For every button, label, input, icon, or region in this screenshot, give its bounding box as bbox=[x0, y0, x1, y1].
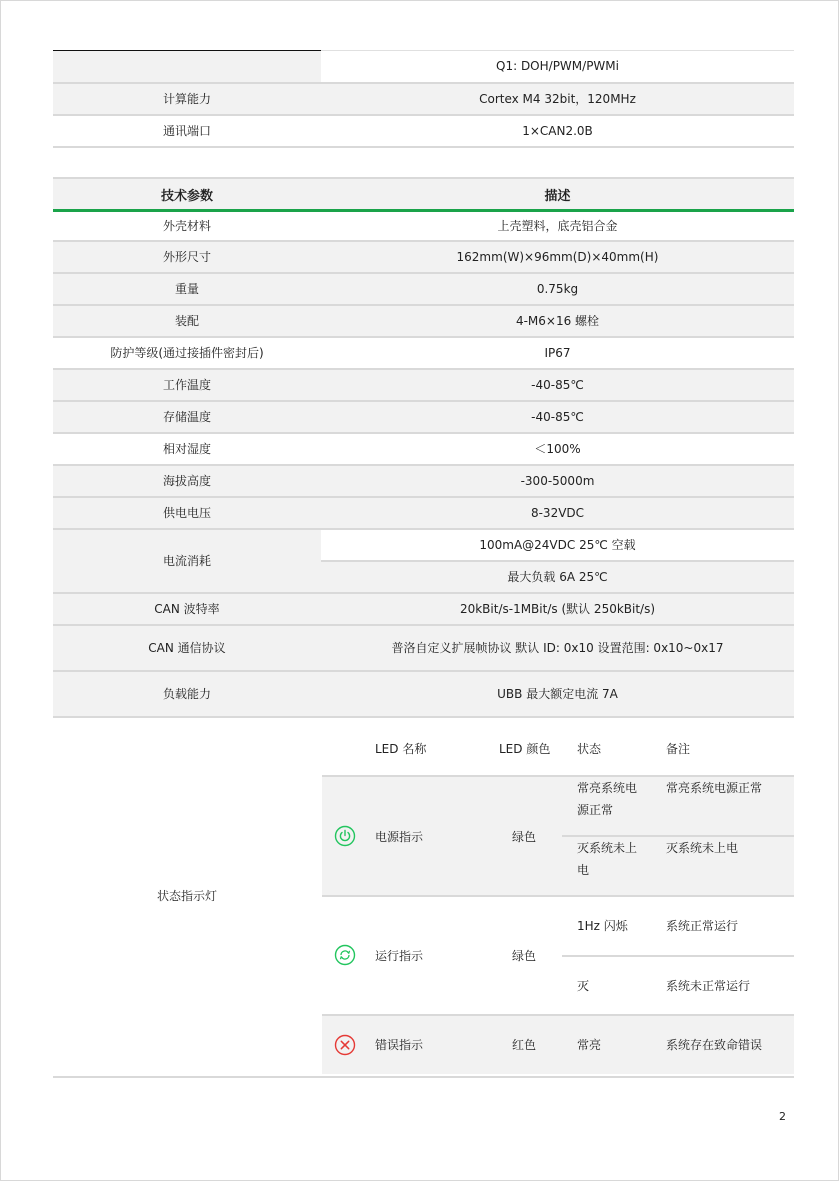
led-state bbox=[577, 777, 637, 821]
table-row bbox=[53, 51, 794, 83]
table-row bbox=[53, 241, 794, 273]
row-value: 162mm(W)×96mm(D)×40mm(H) bbox=[321, 241, 794, 273]
run-icon bbox=[334, 944, 356, 966]
table-row bbox=[53, 497, 794, 529]
table-row bbox=[53, 671, 794, 717]
row-value: -300-5000m bbox=[321, 465, 794, 497]
table-row bbox=[53, 369, 794, 401]
led-status-section bbox=[53, 718, 794, 1078]
row-value: 1×CAN2.0B bbox=[321, 115, 794, 147]
table-row bbox=[53, 529, 794, 561]
tech-spec-table bbox=[53, 177, 794, 718]
led-state-header: 状态 bbox=[577, 742, 602, 756]
led-section-label: 状态指示灯 bbox=[156, 889, 217, 903]
row-label: 重量 bbox=[53, 273, 321, 305]
led-name: 电源指示 bbox=[375, 830, 424, 844]
row-label: 外壳材料 bbox=[53, 211, 321, 241]
led-state-line: 常亮系统电 bbox=[577, 781, 638, 795]
led-note: 系统未正常运行 bbox=[666, 979, 751, 993]
row-label bbox=[53, 51, 321, 83]
row-value: 8-32VDC bbox=[321, 497, 794, 529]
row-label: 供电电压 bbox=[53, 497, 321, 529]
row-label: 存储温度 bbox=[53, 401, 321, 433]
row-value: 20kBit/s-1MBit/s (默认 250kBit/s) bbox=[321, 593, 794, 625]
table-row bbox=[53, 337, 794, 369]
table-row bbox=[53, 273, 794, 305]
led-note: 灭系统未上电 bbox=[666, 841, 739, 855]
table-row bbox=[53, 211, 794, 241]
row-value: Q1: DOH/PWM/PWMi bbox=[321, 51, 794, 83]
row-label: 装配 bbox=[53, 305, 321, 337]
row-value: 普洛自定义扩展帧协议 默认 ID: 0x10 设置范围: 0x10~0x17 bbox=[321, 625, 794, 671]
led-state: 常亮 bbox=[577, 1038, 602, 1052]
led-color: 绿色 bbox=[512, 949, 537, 963]
table-row bbox=[53, 625, 794, 671]
row-value: IP67 bbox=[321, 337, 794, 369]
table-row bbox=[53, 401, 794, 433]
table-header-row bbox=[53, 178, 794, 211]
led-state-line: 灭系统未上 bbox=[577, 841, 638, 855]
row-value: Cortex M4 32bit，120MHz bbox=[321, 83, 794, 115]
led-name: 运行指示 bbox=[375, 949, 424, 963]
led-name-header: LED 名称 bbox=[375, 742, 427, 756]
table-row bbox=[53, 433, 794, 465]
led-group-power bbox=[322, 777, 794, 895]
row-label: CAN 通信协议 bbox=[53, 625, 321, 671]
page-number: 2 bbox=[779, 1110, 786, 1123]
row-value: 上壳塑料，底壳铝合金 bbox=[321, 211, 794, 241]
row-label: 相对湿度 bbox=[53, 433, 321, 465]
row-label: 计算能力 bbox=[53, 83, 321, 115]
io-spec-table bbox=[53, 50, 794, 148]
row-label: 通讯端口 bbox=[53, 115, 321, 147]
table-row bbox=[53, 465, 794, 497]
led-name: 错误指示 bbox=[375, 1038, 424, 1052]
row-label: 负载能力 bbox=[53, 671, 321, 717]
led-state: 1Hz 闪烁 bbox=[577, 919, 628, 933]
entry-divider bbox=[562, 955, 794, 957]
column-header-param: 技术参数 bbox=[53, 178, 321, 211]
row-label: 工作温度 bbox=[53, 369, 321, 401]
led-state: 灭 bbox=[577, 979, 590, 993]
row-label: 海拔高度 bbox=[53, 465, 321, 497]
column-header-desc: 描述 bbox=[321, 178, 794, 211]
row-value: 100mA@24VDC 25℃ 空载 bbox=[321, 529, 794, 561]
row-value: 0.75kg bbox=[321, 273, 794, 305]
led-note: 系统正常运行 bbox=[666, 919, 739, 933]
row-value: 4-M6×16 螺栓 bbox=[321, 305, 794, 337]
row-label: CAN 波特率 bbox=[53, 593, 321, 625]
led-note-header: 备注 bbox=[666, 742, 691, 756]
led-state-line: 电 bbox=[577, 863, 590, 877]
led-color-header: LED 颜色 bbox=[499, 742, 551, 756]
led-state-line: 源正常 bbox=[577, 803, 614, 817]
led-color: 红色 bbox=[512, 1038, 537, 1052]
led-group-run bbox=[322, 897, 794, 1014]
row-value: -40-85℃ bbox=[321, 401, 794, 433]
led-note: 系统存在致命错误 bbox=[666, 1038, 763, 1052]
led-note: 常亮系统电源正常 bbox=[666, 781, 763, 795]
row-label: 电流消耗 bbox=[53, 529, 321, 593]
row-value: UBB 最大额定电流 7A bbox=[321, 671, 794, 717]
led-state bbox=[577, 837, 637, 881]
table-row bbox=[53, 593, 794, 625]
row-value: 最大负载 6A 25℃ bbox=[321, 561, 794, 593]
row-label: 防护等级(通过接插件密封后) bbox=[53, 337, 321, 369]
row-label: 外形尺寸 bbox=[53, 241, 321, 273]
row-value: -40-85℃ bbox=[321, 369, 794, 401]
row-value: ＜100% bbox=[321, 433, 794, 465]
table-row bbox=[53, 305, 794, 337]
error-icon bbox=[334, 1034, 356, 1056]
power-icon bbox=[334, 825, 356, 847]
table-row bbox=[53, 83, 794, 115]
led-color: 绿色 bbox=[512, 830, 537, 844]
led-group-error bbox=[322, 1016, 794, 1074]
table-row bbox=[53, 115, 794, 147]
